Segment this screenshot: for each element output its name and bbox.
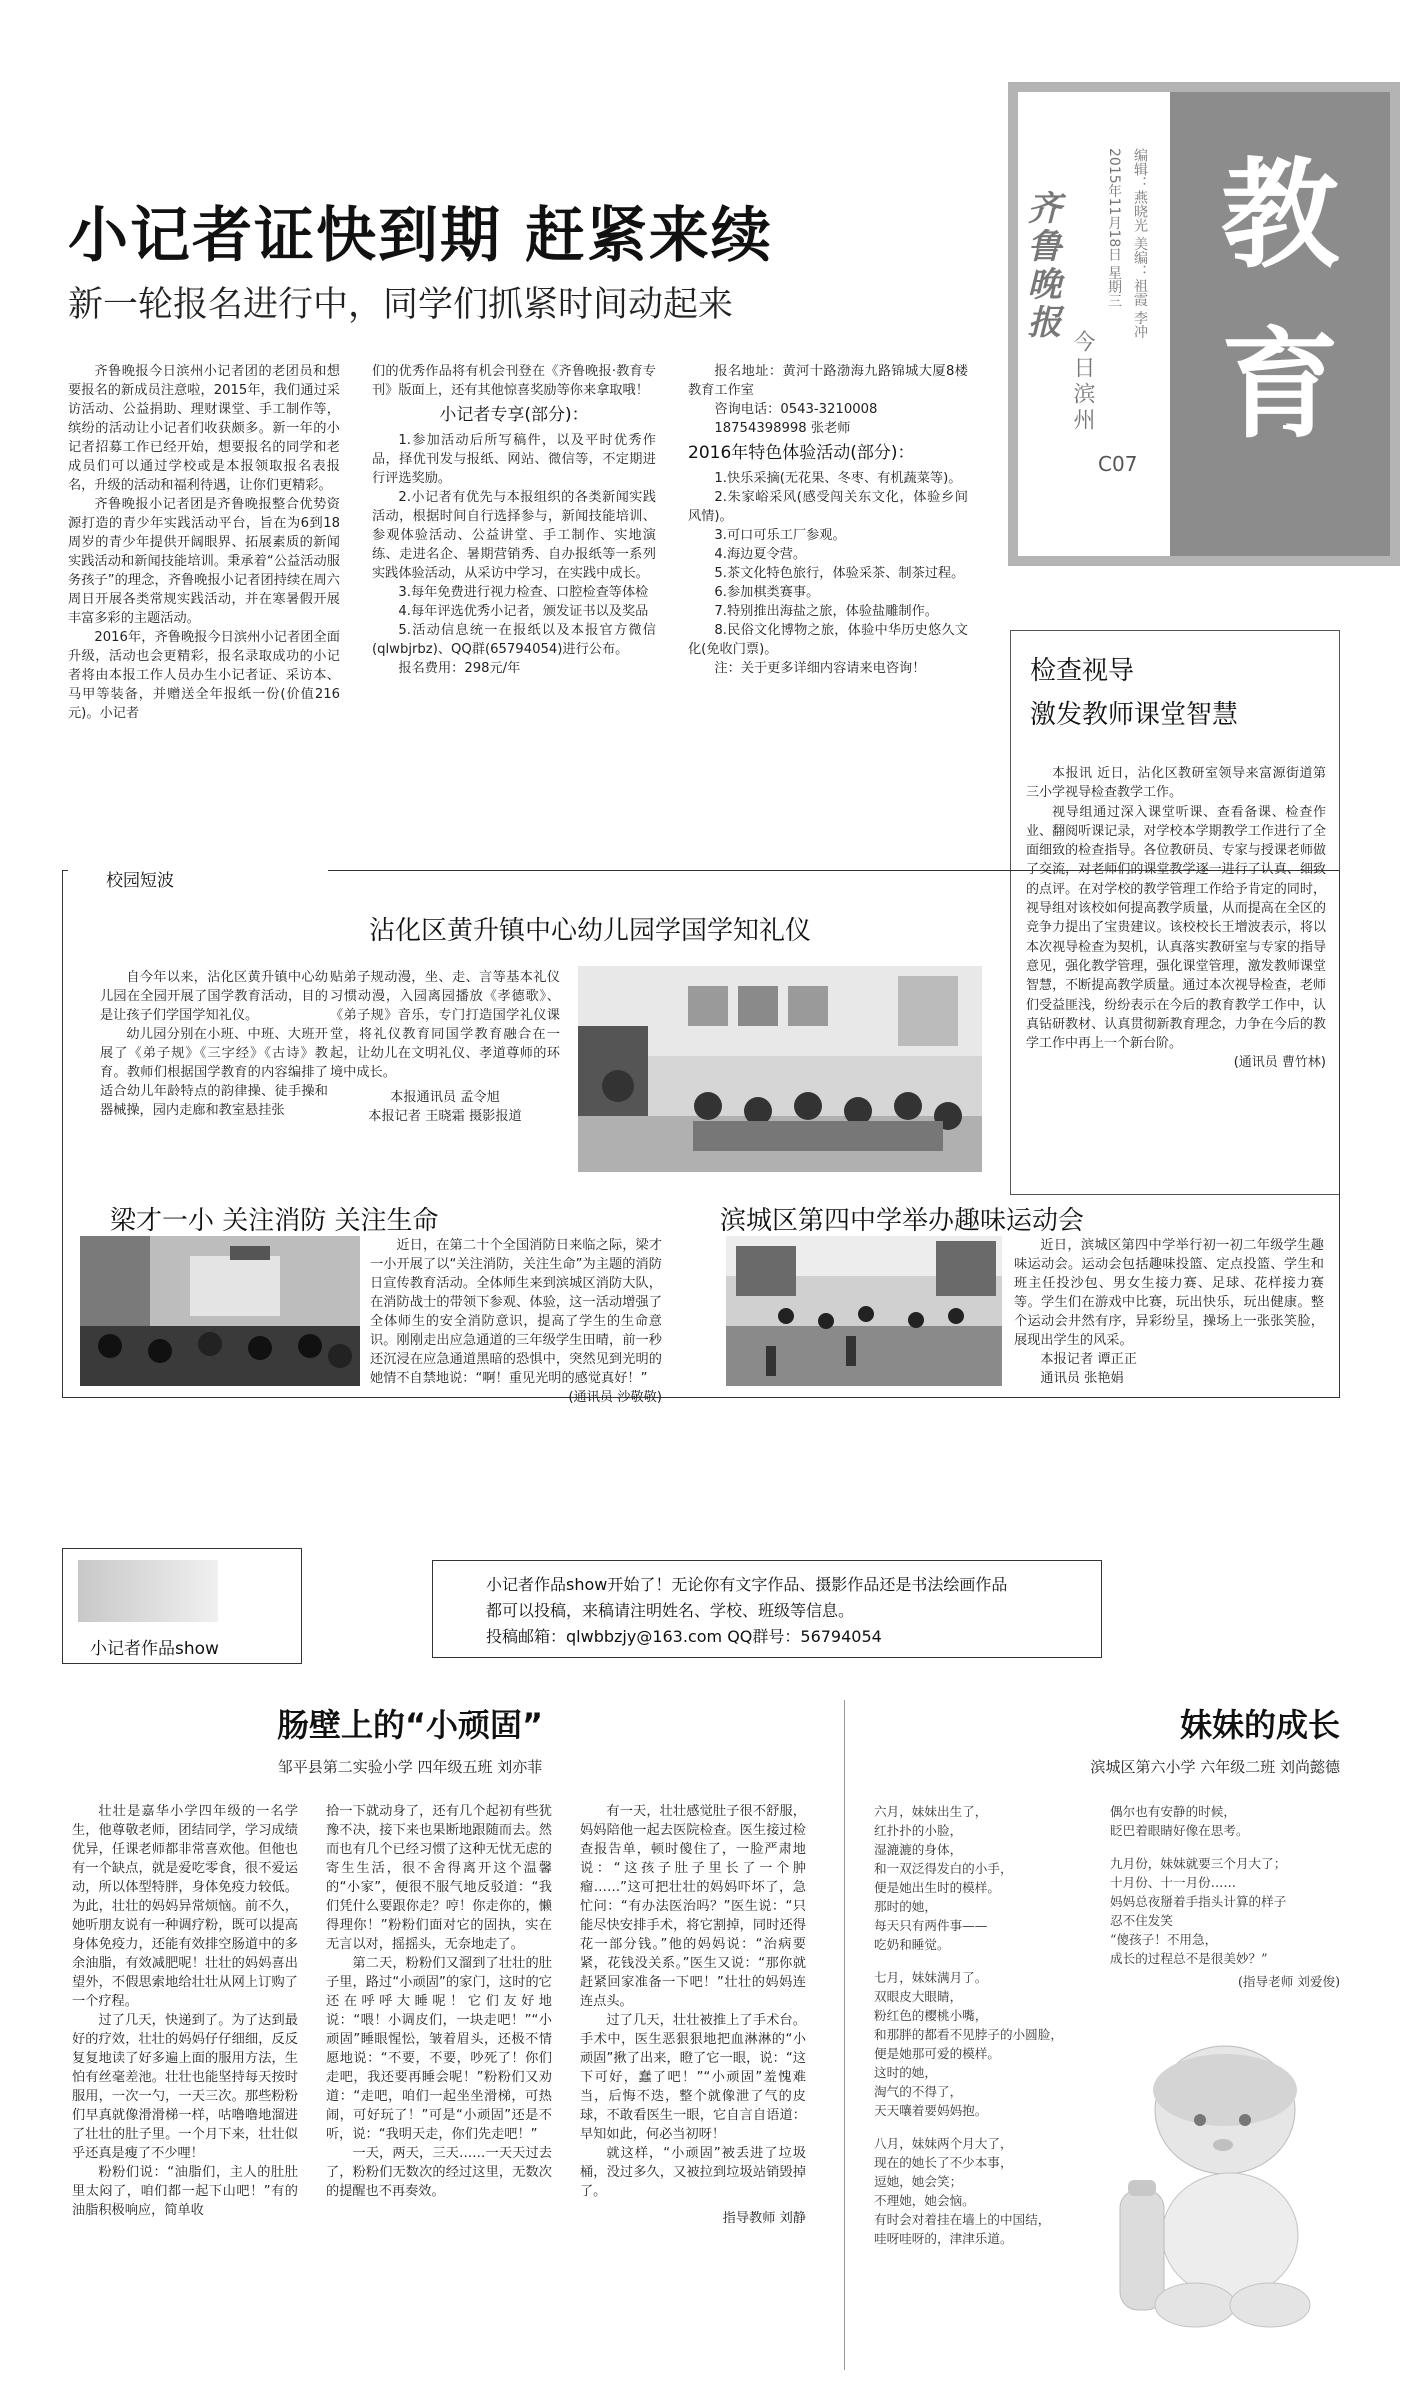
inspection-title-2: 激发教师课堂智慧 bbox=[1030, 700, 1239, 730]
show-notice-line: 投稿邮箱：qlwbbzjy@163.com QQ群号：56794054 bbox=[486, 1627, 882, 1646]
page-number: C07 bbox=[1098, 452, 1138, 476]
fire-safety-byline: (通讯员 沙敬敬) bbox=[568, 1390, 662, 1405]
poem-line: 每天只有两件事—— bbox=[874, 1918, 988, 1933]
sports-meet-photo bbox=[726, 1236, 1002, 1386]
poem-line bbox=[874, 1954, 1094, 1968]
activity-item: 3.可口可乐工厂参观。 bbox=[714, 528, 846, 543]
contact-line: 18754398998 张老师 bbox=[714, 421, 851, 436]
poem-line: 妈妈总夜掰着手指头计算的样子 bbox=[1110, 1894, 1287, 1909]
lead-paragraph: 们的优秀作品将有机会刊登在《齐鲁晚报·教育专刊》版面上，还有其他惊喜奖励等你来拿取哦！ bbox=[372, 364, 656, 398]
activities-heading: 2016年特色体验活动(部分)： bbox=[688, 443, 915, 463]
kindergarten-byline: 本报记者 王晓霜 摄影报道 bbox=[368, 1109, 522, 1124]
sports-meet-byline: 本报记者 谭正正 bbox=[1040, 1352, 1137, 1367]
essay1-paragraph: 过了几天，快递到了。为了达到最好的疗效，壮壮的妈妈仔仔细细，反反复复地读了好多遍上面的服用方法，生怕有丝毫差池。壮壮也能坚持每天按时服用，一次一勺，一天三次。那些粉粉们早真就像滑滑梯一样，咕噜噜地溜进了壮壮的肚子里。一个月下来，壮壮似乎还真是瘦了不少哩！ bbox=[72, 2013, 298, 2161]
kindergarten-paragraph: 贴弟子规动漫，坐、走、言等基本礼仪习惯动漫，入园离园播放《孝德歌》、《弟子规》音乐，专门打造国学礼仪课堂，将礼仪教育同国学教育融合在一起，让幼儿在文明礼仪、孝道尊师的环境中成长。 bbox=[330, 970, 560, 1080]
perk-item: 5.活动信息统一在报纸以及本报官方微信(qlwbjrbz)、QQ群(65794054)进行公布。 bbox=[372, 623, 656, 657]
essay1-paragraph: 拾一下就动身了，还有几个起初有些犹豫不决，接下来也果断地跟随而去。然而也有几个已经习惯了这种无忧无虑的寄生生活，很不舍得离开这个温馨的“小家”，便很不服气地反驳道：“我们凭什么要跟你走？哼！你走你的，懒得理你！”粉粉们面对它的固执，实在无言以对，摇摇头，无奈地走了。 bbox=[326, 1804, 552, 1952]
show-label: 小记者作品show bbox=[90, 1639, 219, 1659]
column-divider bbox=[844, 1700, 845, 2370]
poem-line: 偶尔也有安静的时候， bbox=[1110, 1804, 1236, 1819]
section-title-char-2: 育 bbox=[1220, 315, 1339, 454]
kindergarten-byline: 本报通讯员 孟令旭 bbox=[390, 1090, 500, 1105]
activity-item: 6.参加棋类赛事。 bbox=[714, 585, 820, 600]
date-line: 2015年11月18日 星期三 bbox=[1106, 148, 1122, 308]
editor-line: 编辑：燕晓光 美编：祖霞 李冲 bbox=[1132, 148, 1148, 339]
essay1-paragraph: 过了几天，壮壮被推上了手术台。手术中，医生恶狠狠地把血淋淋的“小顽固”揪了出来，瞪了它一眼，说：“这下可好，蠢了吧！”“小顽固”羞愧难当，后悔不迭，整个就像泄了气的皮球，不敢看医生一眼，它自言自语道：早知如此，何必当初呀！ bbox=[580, 2013, 806, 2142]
essay1-column-3 bbox=[580, 1802, 806, 2228]
poem-line: 粉红色的樱桃小嘴， bbox=[874, 2008, 988, 2023]
essay1-paragraph: 一天，两天，三天……一天天过去了，粉粉们无数次的经过这里，无数次的提醒也不再奏效。 bbox=[326, 2146, 552, 2199]
activity-item: 8.民俗文化博物之旅，体验中华历史悠久文化(免收门票)。 bbox=[688, 623, 968, 657]
kindergarten-photo-graphic bbox=[578, 966, 982, 1172]
brand-logo: 齐鲁晚报 bbox=[1021, 190, 1061, 342]
activity-item: 2.朱家峪采风(感受闯关东文化，体验乡间风情)。 bbox=[688, 490, 968, 524]
poem-line: 便是她那可爱的模样。 bbox=[874, 2046, 1000, 2061]
essay2-poem-column-2 bbox=[1110, 1802, 1340, 1991]
essay1-column-2 bbox=[326, 1802, 552, 2201]
essay1-paragraph: 就这样，“小顽固”被丢进了垃圾桶，没过多久，又被拉到垃圾站销毁掉了。 bbox=[580, 2146, 806, 2199]
perk-item: 1.参加活动后所写稿件，以及平时优秀作品，择优刊发与报纸、网站、微信等，不定期进行评选奖励。 bbox=[372, 433, 656, 486]
essay2-author: 滨城区第六小学 六年级二班 刘尚懿德 bbox=[1090, 1758, 1340, 1776]
kindergarten-title: 沾化区黄升镇中心幼儿园学国学知礼仪 bbox=[368, 916, 811, 946]
poem-line: 九月份，妹妹就要三个月大了； bbox=[1110, 1856, 1287, 1871]
baby-illustration bbox=[1100, 2020, 1340, 2360]
poem-line: 双眼皮大眼睛， bbox=[874, 1989, 963, 2004]
essay2-title: 妹妹的成长 bbox=[1179, 1706, 1340, 1744]
perks-heading: 小记者专享(部分)： bbox=[439, 405, 589, 425]
essay1-column-1 bbox=[72, 1802, 298, 2220]
poem-line: 成长的过程总不是很美妙？” bbox=[1110, 1951, 1268, 1966]
poem-line: 湿漉漉的身体， bbox=[874, 1842, 963, 1857]
poem-line bbox=[1110, 1840, 1340, 1854]
poem-line: 逗她，她会笑； bbox=[874, 2174, 963, 2189]
sports-meet-paragraph: 近日，滨城区第四中学举行初一初二年级学生趣味运动会。运动会包括趣味投篮、定点投篮、学生和班主任投沙包、男女生接力赛、足球、花样接力赛等。学生们在游戏中比赛，玩出快乐，玩出健康。整个运动会井然有序，异彩纷呈，操场上一张张笑脸，展现出学生的风采。 bbox=[1014, 1238, 1324, 1348]
essay1-author: 邹平县第二实验小学 四年级五班 刘亦菲 bbox=[277, 1758, 543, 1776]
lead-column-2 bbox=[372, 362, 656, 678]
sub-brand: 今日滨州 bbox=[1070, 330, 1095, 434]
sports-meet-byline: 通讯员 张艳娟 bbox=[1040, 1371, 1124, 1386]
activity-item: 7.特别推出海盐之旅，体验盐雕制作。 bbox=[714, 604, 938, 619]
address-line: 报名地址：黄河十路渤海九路锦城大厦8楼教育工作室 bbox=[688, 364, 968, 398]
kindergarten-col-1 bbox=[100, 968, 328, 1120]
kindergarten-paragraph: 幼儿园分别在小班、中班、大班开展了《弟子规》《三字经》《古诗》教育。教师们根据国学教育的内容编排了适合幼儿年龄特点的韵律操、徒手操和器械操，园内走廊和教室悬挂张 bbox=[100, 1027, 328, 1118]
activity-item: 1.快乐采摘(无花果、冬枣、有机蔬菜等)。 bbox=[714, 471, 962, 486]
poem-line: 那时的她， bbox=[874, 1899, 937, 1914]
fire-safety-photo bbox=[80, 1236, 360, 1386]
fire-safety-photo-graphic bbox=[80, 1236, 360, 1386]
lead-paragraph: 齐鲁晚报小记者团是齐鲁晚报整合优势资源打造的青少年实践活动平台，旨在为6到18周岁的青少年提供开阔眼界、拓展素质的新闻实践活动和新闻技能培训。秉承着“公益活动服务孩子”的理念，齐鲁晚报小记者团持续在周六周日开展各类常规实践活动，并在寒暑假开展丰富多彩的主题活动。 bbox=[68, 497, 340, 626]
show-notice-line: 小记者作品show开始了！无论你有文字作品、摄影作品还是书法绘画作品 bbox=[486, 1575, 1008, 1594]
poem-line: 这时的她， bbox=[874, 2065, 937, 2080]
inspection-paragraph: 视导组通过深入课堂听课、查看备课、检查作业、翻阅听课记录，对学校本学期教学工作进行了全面细致的检查指导。各位教研员、专家与授课老师做了交流，对老师们的课堂教学逐一进行了认真、细致的点评。在对学校的教学管理工作给予肯定的同时，视导组对该校如何提高教学质量，从而提高在全区的竞争力提出了宝贵建议。该校校长王增波表示，将以本次视导检查为契机，认真落实教研室与专家的指导意见，强化教学管理，强化课堂管理，激发教师课堂智慧，不断提高教学质量。通过本次视导检查，老师们受益匪浅，纷纷表示在今后的教育教学工作中，认真钻研教材、认真贯彻新教育理念，力争在今后的教学工作中再上一个新台阶。 bbox=[1026, 804, 1326, 1052]
kindergarten-photo bbox=[578, 966, 982, 1172]
lead-column-3 bbox=[688, 362, 968, 678]
poem-line: 有时会对着挂在墙上的中国结， bbox=[874, 2212, 1051, 2227]
poem-line: 哇呀哇呀的，津津乐道。 bbox=[874, 2231, 1013, 2246]
section-title-char-1: 教 bbox=[1220, 145, 1339, 284]
essay1-paragraph: 第二天，粉粉们又溜到了壮壮的肚子里，路过“小顽固”的家门，这时的它还在呼呼大睡呢！它们友好地说：“喂！小调皮们，一块走吧！”“小顽固”睡眼惺忪，皱着眉头，还极不情愿地说：“不要，不要，吵死了！你们走吧，我还要再睡会呢！”粉粉们又劝道：“走吧，咱们一起坐坐滑梯，可热闹，可好玩了！”可是“小顽固”还是不听，说：“我明天走，你们先走吧！” bbox=[326, 1956, 552, 2142]
essay2-poem-column-1 bbox=[874, 1802, 1094, 2248]
lead-subheadline: 新一轮报名进行中，同学们抓紧时间动起来 bbox=[68, 285, 734, 325]
essay1-paragraph: 粉粉们说：“油脂们，主人的肚肚里太闷了，咱们都一起下山吧！”有的油脂积极响应，简单收 bbox=[72, 2165, 298, 2218]
essay1-paragraph: 壮壮是嘉华小学四年级的一名学生，他尊敬老师，团结同学，学习成绩优异，任课老师都非常喜欢他。但他也有一个缺点，就是爱吃零食，很不爱运动，所以体型特胖，身体免疫力较低。为此，壮壮的妈妈异常烦恼。前不久，她听朋友说有一种调疗粉，既可以提高身体免疫力，还能有效排空肠道中的多余油脂，有效减肥呢！壮壮的妈妈喜出望外，不假思索地给壮壮从网上订购了一个疗程。 bbox=[72, 1804, 298, 2009]
poem-line: 和那胖的都看不见脖子的小圆脸， bbox=[874, 2027, 1063, 2042]
inspection-paragraph: 本报讯 近日，沾化区教研室领导来富源街道第三小学视导检查教学工作。 bbox=[1026, 766, 1326, 801]
fire-safety-title: 梁才一小 关注消防 关注生命 bbox=[110, 1206, 439, 1236]
kindergarten-paragraph: 自今年以来，沾化区黄升镇中心幼儿园在全园开展了国学教育活动，目的是让孩子们学国学知礼仪。 bbox=[100, 970, 328, 1023]
poem-line: 便是她出生时的模样。 bbox=[874, 1880, 1000, 1895]
lead-headline: 小记者证快到期 赶紧来续 bbox=[68, 201, 773, 271]
poem-line: “傻孩子！不用急， bbox=[1110, 1932, 1218, 1947]
poem-line: 七月，妹妹满月了。 bbox=[874, 1970, 988, 1985]
essay1-title: 肠壁上的“小顽固” bbox=[276, 1706, 544, 1744]
fire-safety-body bbox=[370, 1236, 662, 1407]
inspection-byline: (通讯员 曹竹林) bbox=[1233, 1055, 1326, 1071]
essay2-teacher: (指导老师 刘爱俊) bbox=[1238, 1974, 1340, 1989]
phone-line: 咨询电话：0543-3210008 bbox=[714, 402, 878, 417]
poem-line: 眨巴着眼睛好像在思考。 bbox=[1110, 1823, 1249, 1838]
activity-item: 4.海边夏令营。 bbox=[714, 547, 807, 562]
lead-paragraph: 齐鲁晚报今日滨州小记者团的老团员和想要报名的新成员注意啦，2015年，我们通过采访活动、公益捐助、理财课堂、手工制作等，缤纷的活动让小记者们收获颇多。新一年的小记者招募工作已经开始，想要报名的同学和老成员们可以通过学校或是本报领取报名表报名，升级的活动和福利待遇，让你们更精彩。 bbox=[68, 364, 340, 493]
lead-column-1 bbox=[68, 362, 340, 723]
poem-line: 忍不住发笑 bbox=[1110, 1913, 1173, 1928]
fee-line: 报名费用：298元/年 bbox=[398, 661, 521, 676]
poem-line: 不理她，她会恼。 bbox=[874, 2193, 975, 2208]
lead-paragraph: 2016年，齐鲁晚报今日滨州小记者团全面升级，活动也会更精彩，报名录取成功的小记者将由本报工作人员办生小记者证、采访本、马甲等装备，并赠送全年报纸一份(价值216元)。小记者 bbox=[68, 630, 340, 721]
sports-meet-title: 滨城区第四中学举办趣味运动会 bbox=[720, 1206, 1085, 1236]
essay1-paragraph: 有一天，壮壮感觉肚子很不舒服，妈妈陪他一起去医院检查。医生接过检查报告单，顿时傻住了，一脸严肃地说：“这孩子肚子里长了一个肿瘤……”这可把壮壮的妈妈吓坏了，急忙问：“有办法医治吗？”医生说：“只能尽快安排手术，将它割掉，同时还得花一部分钱。”他的妈妈说：“治病要紧，花钱没关系。”医生又说：“那你就赶紧回家准备一下吧！”壮壮的妈妈连连点头。 bbox=[580, 1804, 806, 2009]
poem-line: 天天嚷着要妈妈抱。 bbox=[874, 2103, 988, 2118]
perk-item: 4.每年评选优秀小记者，颁发证书以及奖品 bbox=[398, 604, 649, 619]
inspection-title-1: 检查视导 bbox=[1030, 656, 1135, 686]
fire-safety-paragraph: 近日，在第二十个全国消防日来临之际，梁才一小开展了以“关注消防，关注生命”为主题的消防日宣传教育活动。全体师生来到滨城区消防大队，在消防战士的带领下参观、体验，这一活动增强了全体师生的安全消防意识，提高了学生的生命意识。刚刚走出应急通道的三年级学生田晴，前一秒还沉浸在应急通道黑暗的恐惧中，突然见到光明的她情不自禁地说：“啊！重见光明的感觉真好！” bbox=[370, 1238, 662, 1386]
short-news-tab-label: 校园短波 bbox=[100, 866, 180, 891]
poem-line: 吃奶和睡觉。 bbox=[874, 1937, 950, 1952]
show-label-graphic bbox=[78, 1560, 218, 1622]
baby-illustration-graphic bbox=[1100, 2020, 1340, 2360]
poem-line: 现在的她长了不少本事， bbox=[874, 2155, 1013, 2170]
sports-meet-body bbox=[1014, 1236, 1324, 1388]
show-notice-line: 都可以投稿，来稿请注明姓名、学校、班级等信息。 bbox=[486, 1601, 855, 1620]
poem-line bbox=[874, 2120, 1094, 2134]
poem-line: 六月，妹妹出生了， bbox=[874, 1804, 988, 1819]
poem-line: 十月份、十一月份…… bbox=[1110, 1875, 1236, 1890]
poem-line: 淘气的不得了， bbox=[874, 2084, 963, 2099]
perk-item: 2.小记者有优先与本报组织的各类新闻实践活动，根据时间自行选择参与，新闻技能培训、参观体验活动、公益讲堂、手工制作、实地演练、走进名企、暑期营销秀、自办报纸等一系列实践体验活动，从采访中学习，在实践中成长。 bbox=[372, 490, 656, 581]
kindergarten-col-2 bbox=[330, 968, 560, 1126]
essay1-teacher: 指导教师 刘静 bbox=[722, 2211, 806, 2226]
activity-item: 5.茶文化特色旅行，体验采茶、制茶过程。 bbox=[714, 566, 965, 581]
poem-line: 八月，妹妹两个月大了， bbox=[874, 2136, 1013, 2151]
sports-meet-photo-graphic bbox=[726, 1236, 1002, 1386]
note-line: 注：关于更多详细内容请来电咨询！ bbox=[714, 661, 926, 676]
poem-line: 红扑扑的小脸， bbox=[874, 1823, 963, 1838]
poem-line: 和一双泛得发白的小手， bbox=[874, 1861, 1013, 1876]
perk-item: 3.每年免费进行视力检查、口腔检查等体检 bbox=[398, 585, 649, 600]
